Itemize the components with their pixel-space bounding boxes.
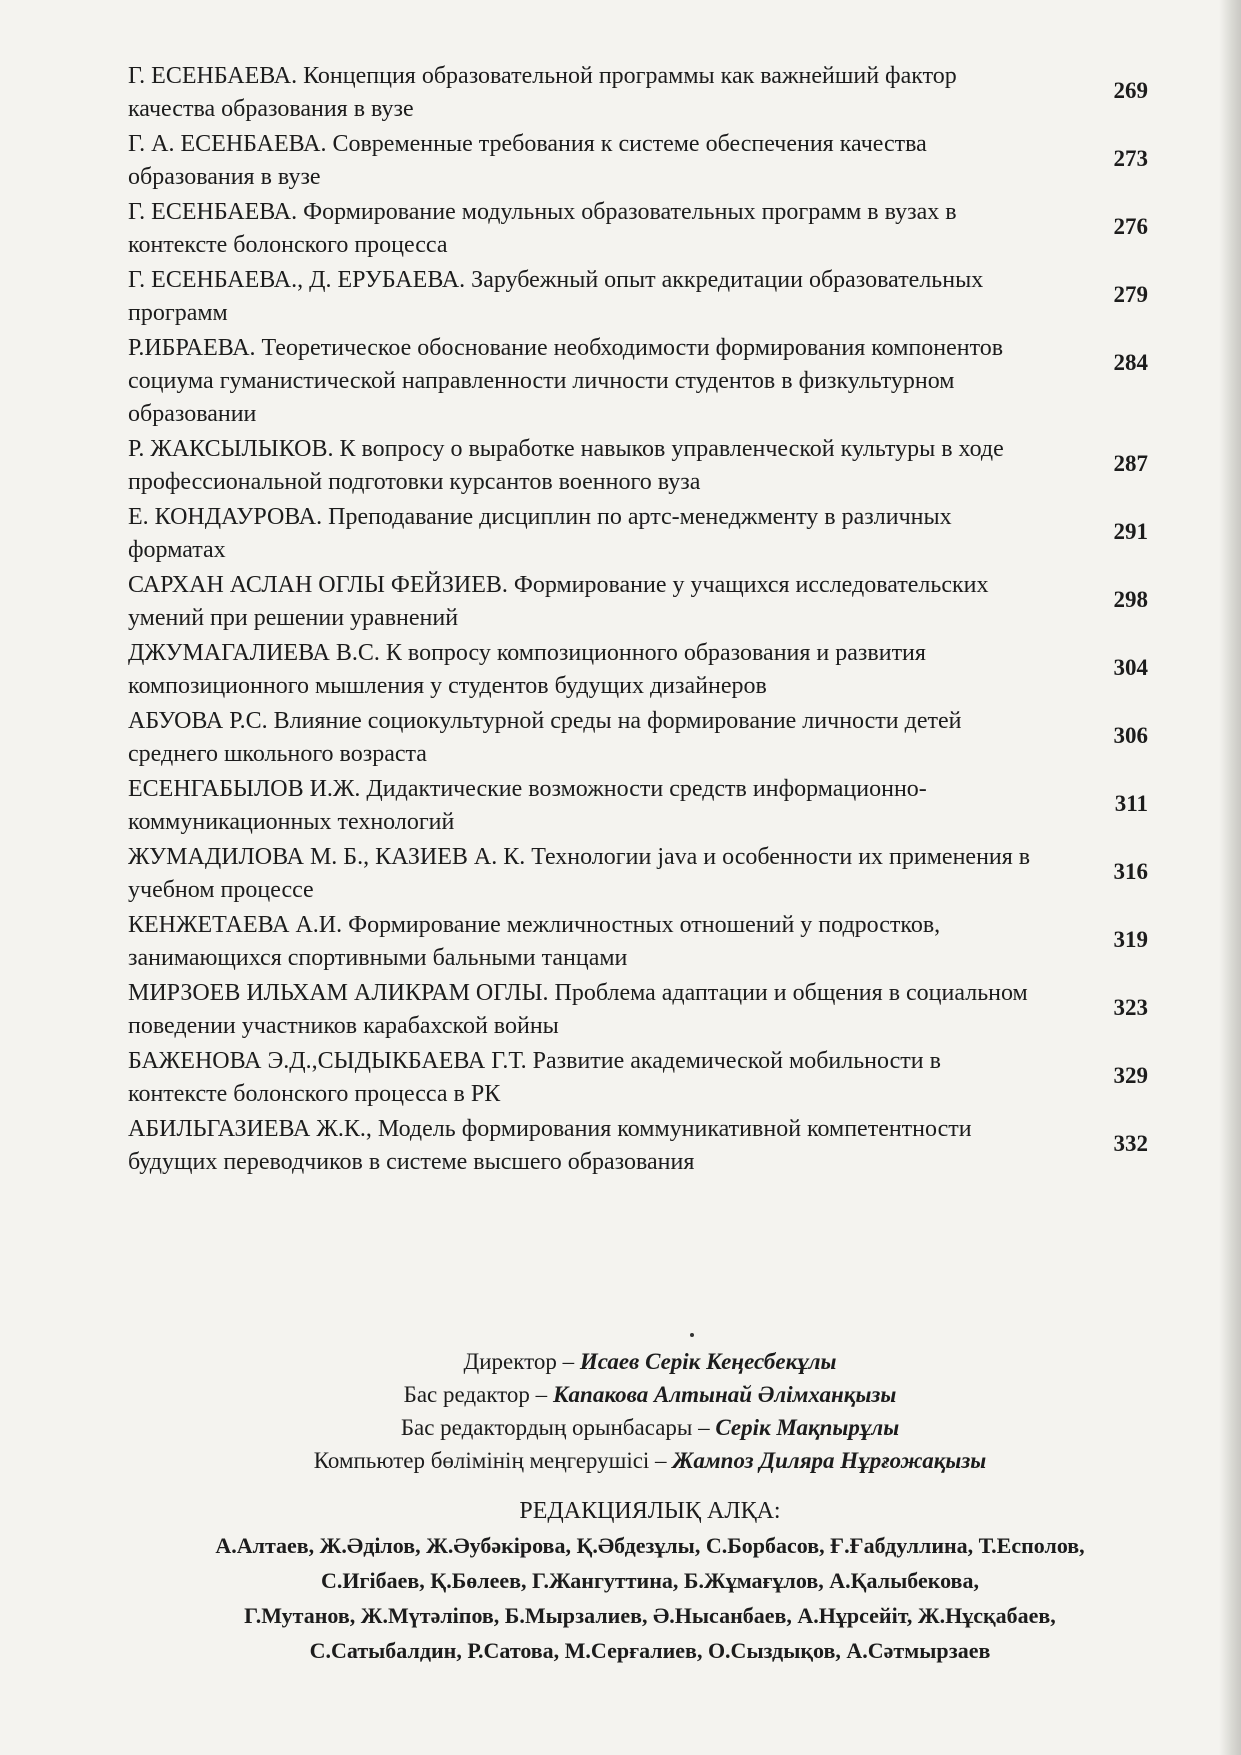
toc-entry-page: 291 [1113,519,1148,544]
toc-entry [128,332,1148,431]
toc-entry-page: 306 [1113,723,1148,748]
toc-entry [128,705,1148,771]
page-edge-shadow [1219,0,1241,1755]
board-line: А.Алтаев, Ж.Әділов, Ж.Әубәкірова, Қ.Әбдезұлы, С.Борбасов, Ғ.Ғабдуллина, Т.Есполов, [215,1533,1085,1558]
toc-entry-title: Г. А. ЕСЕНБАЕВА. Современные требования к системе обеспечения качества образования в вузе [128,131,927,190]
staff-line-director [150,1345,1150,1378]
editorial-board-title: РЕДАКЦИЯЛЫҚ АЛҚА: [519,1498,781,1524]
toc-entry-title: Р.ИБРАЕВА. Теоретическое обоснование необходимости формирования компонентов социума гуманистической направленности личности студентов в физкультурном образовании [128,335,1004,427]
staff-role: Бас редактордың орынбасары – [400,1415,710,1440]
toc-entry-title: Р. ЖАКСЫЛЫКОВ. К вопросу о выработке навыков управленческой культуры в ходе профессиональной подготовки курсантов военного вуза [128,436,1004,495]
toc-entry-title: МИРЗОЕВ ИЛЬХАМ АЛИКРАМ ОГЛЫ. Проблема адаптации и общения в социальном поведении участников карабахской войны [128,980,1028,1039]
editorial-board-members [150,1528,1150,1668]
toc-entry-page: 316 [1113,859,1148,884]
staff-name: Исаев Серік Кеңесбекұлы [579,1349,837,1374]
staff-name: Жампоз Диляра Нұрғожақызы [672,1448,987,1473]
staff-line-deputy-editor [150,1411,1150,1444]
toc-entry [128,60,1148,126]
board-line: Г.Мутанов, Ж.Мүтәліпов, Б.Мырзалиев, Ә.Нысанбаев, А.Нұрсейіт, Ж.Нұсқабаев, [244,1603,1056,1628]
toc-entry-page: 304 [1113,655,1148,680]
toc-entry-title: Г. ЕСЕНБАЕВА., Д. ЕРУБАЕВА. Зарубежный опыт аккредитации образовательных программ [128,267,984,326]
toc-entry-title: ЖУМАДИЛОВА М. Б., КАЗИЕВ А. К. Технологии java и особенности их применения в учебном процессе [128,844,1031,903]
toc-entry-title: САРХАН АСЛАН ОГЛЫ ФЕЙЗИЕВ. Формирование у учащихся исследовательских умений при решении уравнений [128,572,989,631]
toc-entry [128,909,1148,975]
separator-dot [690,1333,694,1337]
toc-entry-page: 298 [1113,587,1148,612]
toc-entry-title: БАЖЕНОВА Э.Д.,СЫДЫКБАЕВА Г.Т. Развитие академической мобильности в контексте болонского процесса в РК [128,1048,941,1107]
board-line: С.Игібаев, Қ.Бөлеев, Г.Жангуттина, Б.Жұмағұлов, А.Қалыбекова, [321,1568,979,1593]
staff-line-computer-head [150,1444,1150,1477]
staff-role: Компьютер бөлімінің меңгерушісі – [313,1448,667,1473]
toc-entry [128,1113,1148,1179]
staff-line-chief-editor [150,1378,1150,1411]
table-of-contents [128,60,1148,1181]
toc-entry [128,773,1148,839]
toc-entry-page: 276 [1113,214,1148,239]
toc-entry [128,433,1148,499]
colophon [150,1345,1150,1668]
toc-entry-page: 284 [1113,350,1148,375]
toc-entry-page: 287 [1113,451,1148,476]
toc-entry-page: 319 [1113,927,1148,952]
toc-entry-page: 269 [1113,78,1148,103]
toc-entry-page: 273 [1113,146,1148,171]
toc-entry-title: Е. КОНДАУРОВА. Преподавание дисциплин по артс-менеджменту в различных форматах [128,504,952,563]
board-line: С.Сатыбалдин, Р.Сатова, М.Серғалиев, О.Сыздықов, А.Сәтмырзаев [309,1638,991,1663]
toc-entry-title: Г. ЕСЕНБАЕВА. Концепция образовательной программы как важнейший фактор качества образования в вузе [128,63,957,122]
toc-entry [128,501,1148,567]
toc-entry [128,637,1148,703]
staff-name: Капакова Алтынай Әлімханқызы [552,1382,897,1407]
toc-entry-page: 311 [1114,791,1148,816]
staff-name: Серік Мақпырұлы [715,1415,900,1440]
toc-entry [128,1045,1148,1111]
toc-entry-title: АБИЛЬГАЗИЕВА Ж.К., Модель формирования коммуникативной компетентности будущих переводчиков в системе высшего образования [128,1116,972,1175]
toc-entry [128,569,1148,635]
toc-entry-page: 323 [1113,995,1148,1020]
toc-entry [128,264,1148,330]
toc-entry-title: КЕНЖЕТАЕВА А.И. Формирование межличностных отношений у подростков, занимающихся спортивными бальными танцами [128,912,941,971]
toc-entry [128,196,1148,262]
toc-entry-title: ДЖУМАГАЛИЕВА В.С. К вопросу композиционного образования и развития композиционного мышления у студентов будущих дизайнеров [128,640,926,699]
toc-entry [128,841,1148,907]
toc-entry [128,977,1148,1043]
toc-entry-page: 279 [1113,282,1148,307]
toc-entry [128,128,1148,194]
staff-role: Бас редактор – [403,1382,548,1407]
toc-entry-title: АБУОВА Р.С. Влияние социокультурной среды на формирование личности детей среднего школьного возраста [128,708,962,767]
toc-entry-title: ЕСЕНГАБЫЛОВ И.Ж. Дидактические возможности средств информационно-коммуникационных технологий [128,776,927,835]
toc-entry-title: Г. ЕСЕНБАЕВА. Формирование модульных образовательных программ в вузах в контексте болонского процесса [128,199,957,258]
staff-role: Директор – [463,1349,575,1374]
toc-entry-page: 332 [1113,1131,1148,1156]
toc-entry-page: 329 [1113,1063,1148,1088]
